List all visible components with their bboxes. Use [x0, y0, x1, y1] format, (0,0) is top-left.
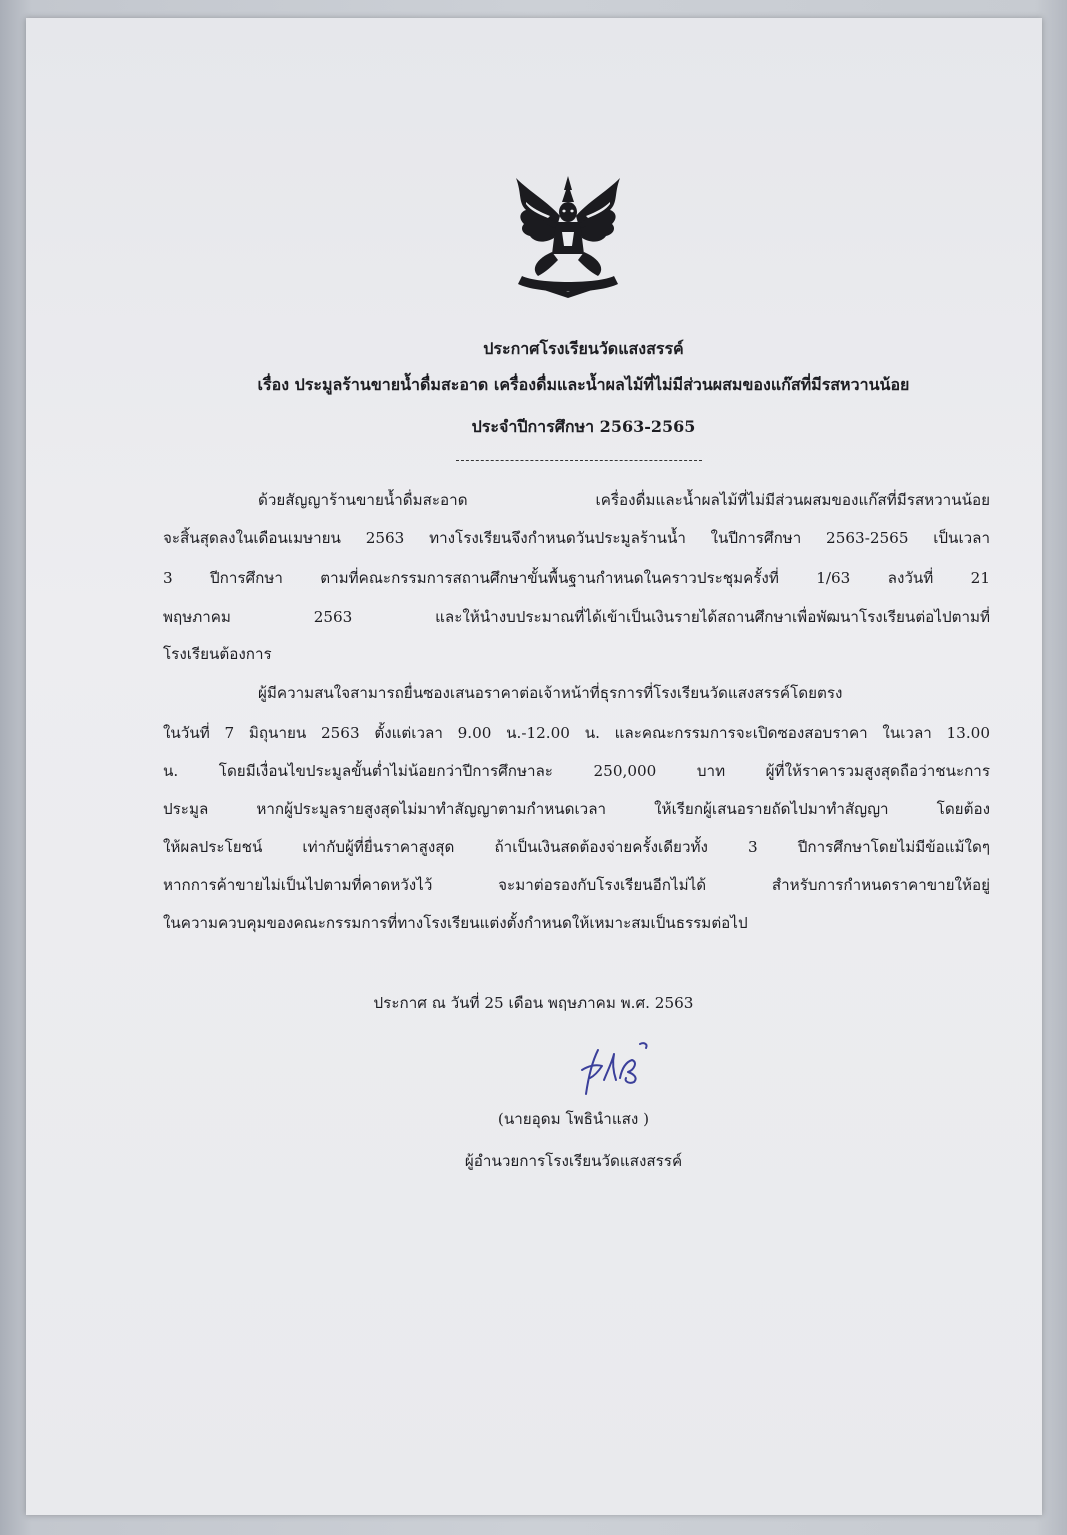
signature-mark: [568, 1040, 668, 1100]
paragraph-1-line-2: จะสิ้นสุดลงในเดือนเมษายน 2563 ทางโรงเรียนจึงกำหนดวันประมูลร้านน้ำ ในปีการศึกษา 2563-2565 เป็นเวลา: [163, 529, 990, 547]
signer-name: (นายอุดม โพธินำแสง ): [497, 1110, 650, 1128]
signer-title: ผู้อำนวยการโรงเรียนวัดแสงสรรค์: [464, 1152, 683, 1170]
paragraph-2-line-3: น. โดยมีเงื่อนไขประมูลขั้นต่ำไม่น้อยกว่าปีการศึกษาละ 250,000 บาท ผู้ที่ให้ราคารวมสูงสุดถือว่าชนะการ: [163, 762, 990, 780]
paragraph-2-line-7: ในความควบคุมของคณะกรรมการที่ทางโรงเรียนแต่งตั้งกำหนดให้เหมาะสมเป็นธรรมต่อไป: [163, 914, 748, 932]
paragraph-1-line-3: 3 ปีการศึกษา ตามที่คณะกรรมการสถานศึกษาขั้นพื้นฐานกำหนดในคราวประชุมครั้งที่ 1/63 ลงวันที่ 21: [163, 569, 990, 587]
announcement-subject: เรื่อง ประมูลร้านขายน้ำดื่มสะอาด เครื่องดื่มและน้ำผลไม้ที่ไม่มีส่วนผสมของแก๊สที่มีรสหวานน้อย: [257, 375, 910, 394]
garuda-emblem-icon: [508, 172, 628, 300]
paragraph-1-line-4: พฤษภาคม 2563 และให้นำงบประมาณที่ได้เข้าเป็นเงินรายได้สถานศึกษาเพื่อพัฒนาโรงเรียนต่อไปตามที่: [163, 608, 990, 626]
announcement-date: ประกาศ ณ วันที่ 25 เดือน พฤษภาคม พ.ศ. 2563: [373, 994, 694, 1012]
paragraph-2-line-1: ผู้มีความสนใจสามารถยื่นซองเสนอราคาต่อเจ้าหน้าที่ธุรการที่โรงเรียนวัดแสงสรรค์โดยตรง: [258, 684, 843, 702]
title-divider: [456, 460, 702, 461]
paragraph-1-line-1: ด้วยสัญญาร้านขายน้ำดื่มสะอาด เครื่องดื่มและน้ำผลไม้ที่ไม่มีส่วนผสมของแก๊สที่มีรสหวานน้อย: [258, 491, 990, 509]
announcement-title: ประกาศโรงเรียนวัดแสงสรรค์: [483, 339, 684, 358]
paragraph-2-line-4: ประมูล หากผู้ประมูลรายสูงสุดไม่มาทำสัญญาตามกำหนดเวลา ให้เรียกผู้เสนอรายถัดไปมาทำสัญญา โดยต้อง: [163, 800, 990, 818]
academic-year-line: ประจำปีการศึกษา 2563-2565: [471, 417, 696, 436]
paragraph-2-line-5: ให้ผลประโยชน์ เท่ากับผู้ที่ยื่นราคาสูงสุด ถ้าเป็นเงินสดต้องจ่ายครั้งเดียวทั้ง 3 ปีการศึกษาโดยไม่มีข้อแม้ใดๆ: [163, 838, 990, 856]
paragraph-1-line-5: โรงเรียนต้องการ: [163, 645, 272, 663]
paragraph-2-line-6: หากการค้าขายไม่เป็นไปตามที่คาดหวังไว้ จะมาต่อรองกับโรงเรียนอีกไม่ได้ สำหรับการกำหนดราคาขายให้อยู่: [163, 876, 990, 894]
paragraph-2-line-2: ในวันที่ 7 มิถุนายน 2563 ตั้งแต่เวลา 9.00 น.-12.00 น. และคณะกรรมการจะเปิดซองสอบราคา ในเวลา 13.00: [163, 724, 990, 742]
